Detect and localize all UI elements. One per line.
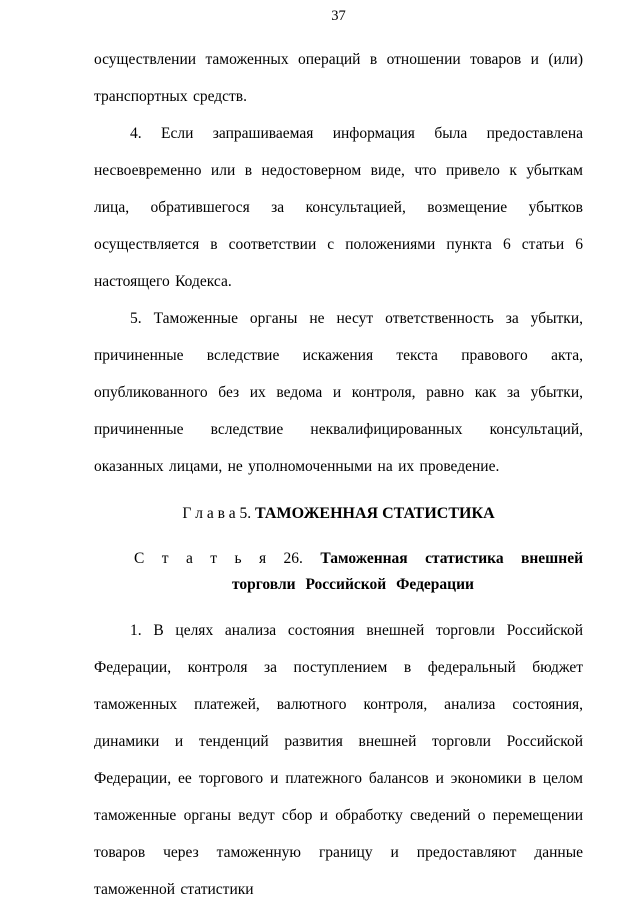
paragraph-item-1: 1. В целях анализа состояния внешней торговли Российской Федерации, контроля за поступлением в федеральный бюджет таможенных платежей, валютного контроля, анализа состояния, динамики и тенденций развития внешней торговли Российской Федерации, ее торгового и платежного балансов и экономики в целом таможенные органы ведут сбор и обработку сведений о перемещении товаров через таможенную границу и предоставляют данные таможенной статистики	[94, 622, 583, 898]
chapter-heading	[94, 495, 583, 532]
article-title: Таможенная статистика внешней торговли Российской Федерации	[232, 550, 584, 593]
chapter-label: Г л а в а 5.	[182, 505, 252, 522]
paragraph-continuation: осуществлении таможенных операций в отношении товаров и (или) транспортных средств.	[94, 51, 583, 105]
article-heading	[94, 546, 583, 598]
paragraph-item-4: 4. Если запрашиваемая информация была предоставлена несвоевременно или в недостоверном виде, что привело к убыткам лица, обратившегося за консультацией, возмещение убытков осуществляется в соответствии с положениями пункта 6 статьи 6 настоящего Кодекса.	[94, 125, 583, 290]
paragraph-item-5: 5. Таможенные органы не несут ответственность за убытки, причиненные вследствие искажения текста правового акта, опубликованного без их ведома и контроля, равно как за убытки, причиненные вследствие неквалифицированных консультаций, оказанных лицами, не уполномоченными на их проведение.	[94, 310, 583, 475]
article-label: С т а т ь я 26.	[134, 550, 303, 567]
chapter-title: ТАМОЖЕННАЯ СТАТИСТИКА	[255, 505, 495, 522]
page-number: 37	[331, 8, 346, 24]
